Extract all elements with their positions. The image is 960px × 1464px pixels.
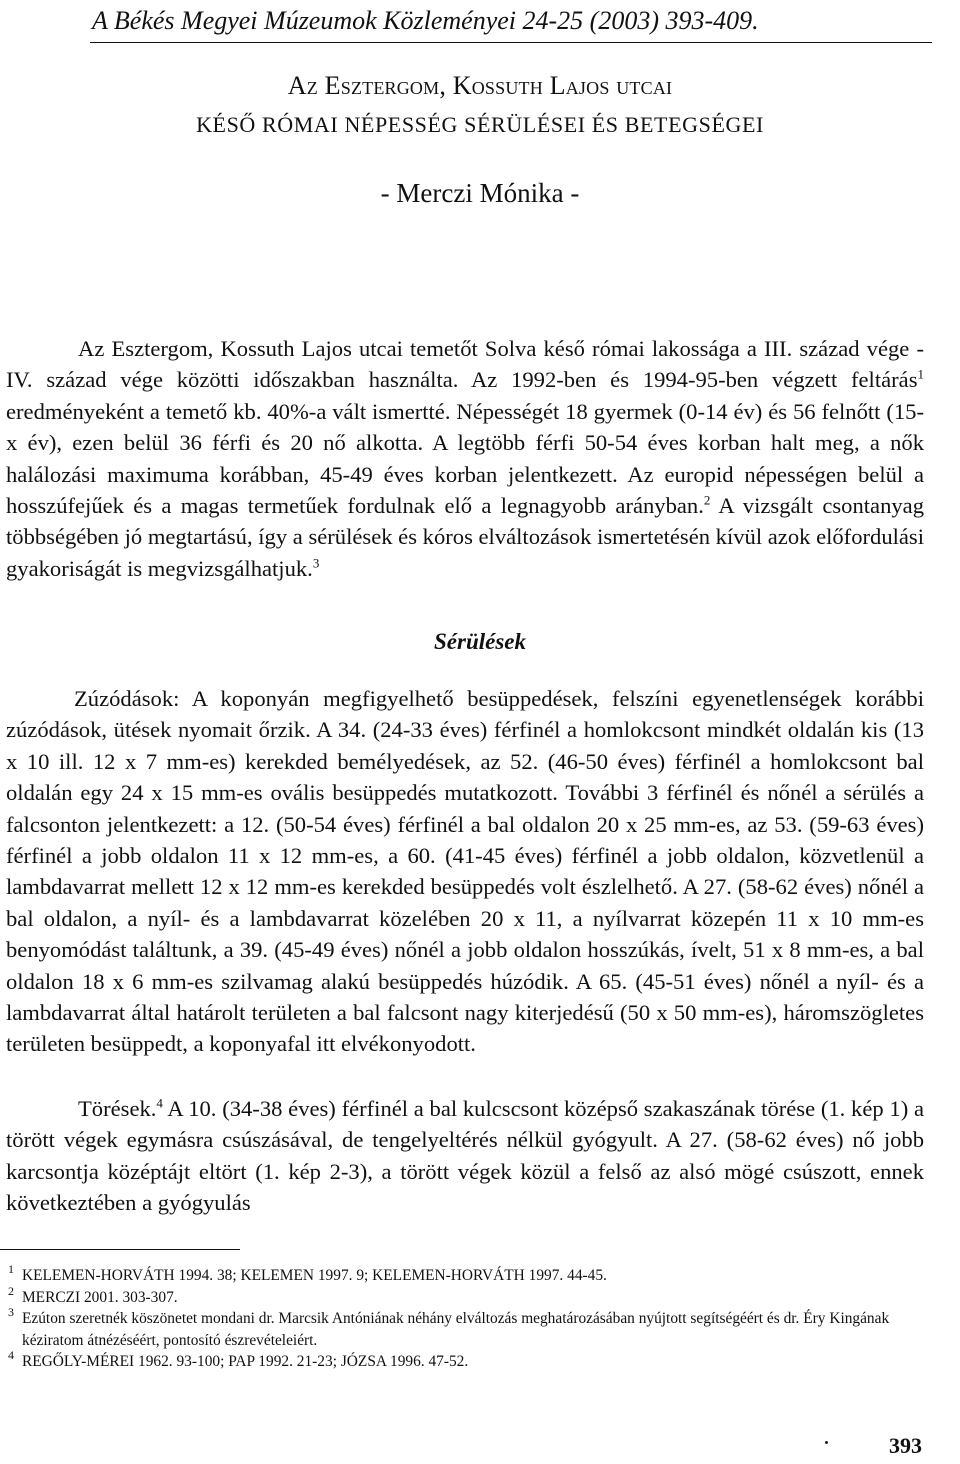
article-title-line-1: Az Esztergom, Kossuth Lajos utcai <box>287 71 673 100</box>
intro-paragraph <box>6 333 924 584</box>
footnote <box>8 1262 924 1287</box>
toresek-paragraph <box>6 1093 924 1219</box>
footnote-number: 1 <box>8 1262 14 1276</box>
footnote-text: REGŐLY-MÉREI 1962. 93-100; PAP 1992. 21-23; JÓZSA 1996. 47-52. <box>22 1353 469 1371</box>
footnote-rule <box>0 1249 240 1250</box>
toresek-label: Törések. <box>78 1096 157 1121</box>
toresek-text: A 10. (34-38 éves) férfinél a bal kulcscsont középső szakaszának törése (1. kép 1) a törött végek egymásra csúszásával, de tengelyeltérés nélkül gyógyult. A 27. (58-62 éves) nő jobb karcsontja középtájt eltört (1. kép 2-3), a törött végek közül a felső az alsó mögé csúszott, ennek következtében a gyógyulás <box>6 1096 924 1216</box>
journal-header: A Békés Megyei Múzeumok Közleményei 24-25 (2003) 393-409. <box>92 6 759 35</box>
article-title-line-2: KÉSŐ RÓMAI NÉPESSÉG SÉRÜLÉSEI ÉS BETEGSÉGEI <box>196 112 764 137</box>
footnote-ref-4: 4 <box>156 1095 163 1111</box>
footnote-number: 4 <box>8 1348 14 1363</box>
footnote-text: Ezúton szeretnék köszönetet mondani dr. Marcsik Antóniának néhány elváltozás meghatározásában nyújtott segítségéért és dr. Éry Kingának kéziratom átnézéséért, pontosító észrevételeiért. <box>22 1310 890 1349</box>
intro-sentence-3: A vizsgált csontanyag többségében jó megtartású, így a sérülések és kóros elváltozások ismertetésén kívül azok előfordulási gyakoriságát is megvizsgálhatjuk. <box>6 493 925 581</box>
zuzodasok-paragraph <box>6 683 924 1060</box>
section-heading: Sérülések <box>434 629 526 654</box>
footnote <box>8 1283 924 1309</box>
intro-sentence-2: eredményeként a temető kb. 40%-a vált ismertté. Népességét 18 gyermek (0-14 év) és 56 felnőtt (15-x év), ezen belül 36 férfi és 20 nő alkotta. A legtöbb férfi 50-54 éves korban halt meg, a nők halálozási maximuma korábban, 45-49 éves korban jelentkezett. Az europid népességen belül a hosszúfejűek és a magas termetűek fordulnak elő a legnagyobb arányban. <box>6 398 924 519</box>
footnote-ref-2: 2 <box>703 492 711 508</box>
footnote-ref-1: 1 <box>917 366 924 382</box>
footnotes <box>8 1262 924 1373</box>
footnote-number: 2 <box>8 1283 14 1298</box>
footnote-number: 3 <box>8 1305 14 1320</box>
page-number: 393 <box>889 1433 922 1458</box>
footnote-text: MERCZI 2001. 303-307. <box>22 1288 178 1306</box>
zuzodasok-text: Zúzódások: A koponyán megfigyelhető besüppedések, felszíni egyenetlenségek korábbi zúzódások, ütések nyomait őrzik. A 34. (24-33 éves) férfinél a homlokcsont mindkét oldalán kis (13 x 10 ill. 12 x 7 mm-es) kerekded bemélyedések, az 52. (46-50 éves) férfinél a homlokcsont bal oldalán egy 24 x 15 mm-es ovális besüppedés mutatkozott. További 3 férfinél és nőnél a sérülés a falcsonton jelentkezett: a 12. (50-54 éves) férfinél a bal oldalon 20 x 25 mm-es, az 53. (59-63 éves) férfinél a jobb oldalon 11 x 12 mm-es, a 60. (41-45 éves) férfinél a jobb oldalon, közvetlenül a lambdavarrat mellett 12 x 12 mm-es kerekded besüppedés volt észlelhető. A 27. (58-62 éves) nőnél a bal oldalon, a nyíl- és a lambdavarrat közelében 20 x 11, a nyílvarrat közepén 11 x 10 mm-es benyomódást találtunk, a 39. (45-49 éves) nőnél a jobb oldalon hosszúkás, ívelt, 51 x 8 mm-es, a bal oldalon 18 x 6 mm-es szilvamag alakú besüppedés húzódik. A 65. (45-51 éves) nőnél a nyíl- és a lambdavarrat által határolt területen a bal falcsont nagy kiterjedésű (50 x 50 mm-es), háromszögletes területen besüppedt, a koponyafal itt elvékonyodott. <box>6 686 924 1057</box>
footnote-ref-3: 3 <box>312 555 320 571</box>
footnote-text: KELEMEN-HORVÁTH 1994. 38; KELEMEN 1997. 9; KELEMEN-HORVÁTH 1997. 44-45. <box>22 1267 607 1284</box>
header-rule <box>90 42 932 43</box>
footnote <box>8 1305 924 1351</box>
stray-mark <box>825 1441 828 1444</box>
author-name: - Merczi Mónika - <box>380 178 580 208</box>
intro-sentence-1: Az Esztergom, Kossuth Lajos utcai temetőt Solva késő római lakossága a III. század vége - IV. század vége közötti időszakban használta. Az 1992-ben és 1994-95-ben végzett feltárás <box>6 336 924 393</box>
footnote <box>8 1348 924 1373</box>
